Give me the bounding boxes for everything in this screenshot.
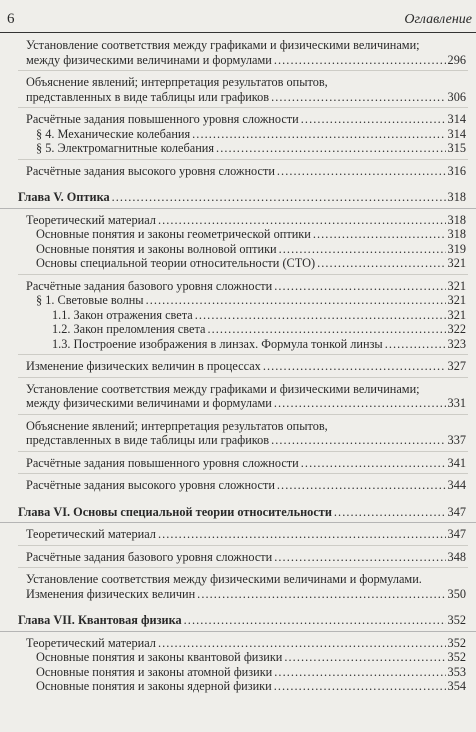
toc-entry-title: 1.2. Закон преломления света (52, 322, 206, 336)
toc-entry[interactable] (0, 650, 476, 665)
toc-page-number: 318 (447, 190, 466, 204)
toc-entry[interactable] (0, 256, 476, 271)
entry-separator (18, 567, 468, 568)
toc-entry-title: Расчётные задания базового уровня сложности (26, 549, 273, 564)
toc-entry-title: Изменения физических величин (26, 586, 196, 601)
entry-separator (18, 107, 468, 108)
toc-entry-title: между физическими величинами и формулами (26, 52, 272, 67)
toc-entry-title: § 5. Электромагнитные колебания (36, 141, 215, 155)
toc-entry-title: Теоретический материал (26, 635, 156, 650)
toc-entry[interactable] (0, 359, 476, 374)
dot-leader (385, 337, 446, 352)
entry-separator (18, 451, 468, 452)
toc-entry-title: представленных в виде таблицы или графиков (26, 433, 270, 447)
toc-page-number: 314 (447, 112, 466, 126)
toc-entry-title: Расчётные задания базового уровня сложности (26, 278, 273, 293)
toc-entry[interactable] (0, 679, 476, 694)
toc-entry-title: между физическими величинами и формулами (26, 396, 272, 410)
toc-page-number: 321 (447, 278, 466, 293)
dot-leader (277, 478, 446, 493)
toc-entry[interactable] (0, 550, 476, 565)
entry-separator (18, 274, 468, 275)
page-title: Оглавление (404, 12, 472, 27)
dot-leader (274, 53, 446, 68)
dot-leader (195, 308, 446, 323)
toc-entry[interactable] (0, 665, 476, 680)
toc-page-number: 321 (447, 307, 466, 322)
toc-entry-title: Глава VII. Квантовая физика (18, 613, 182, 627)
toc-entry[interactable] (0, 213, 476, 228)
toc-entry[interactable] (0, 572, 476, 601)
dot-leader (334, 505, 446, 520)
dot-leader (158, 527, 446, 542)
toc-page-number: 352 (447, 650, 466, 664)
toc-page-number: 321 (447, 256, 466, 270)
toc-page-number: 323 (447, 336, 466, 351)
toc-page-number: 350 (447, 586, 466, 601)
toc-page-number: 318 (447, 212, 466, 227)
toc-entry-title: Теоретический материал (26, 527, 156, 541)
dot-leader (146, 293, 446, 308)
toc-entry-title: Глава V. Оптика (18, 190, 110, 204)
toc-entry[interactable] (0, 527, 476, 542)
toc-page-number: 322 (447, 322, 466, 336)
toc-page-number: 306 (447, 89, 466, 104)
toc-entry-title: Основные понятия и законы квантовой физики (36, 650, 283, 664)
toc-entry-title-line: Установление соответствия между графиками и физическими величинами; (26, 381, 420, 396)
toc-entry-title: § 1. Световые волны (36, 293, 144, 307)
table-of-contents (0, 34, 476, 694)
toc-entry[interactable] (0, 164, 476, 179)
dot-leader (274, 665, 445, 680)
toc-entry[interactable] (0, 227, 476, 242)
dot-leader (313, 227, 446, 242)
toc-page-number: 318 (447, 227, 466, 241)
dot-leader (301, 456, 446, 471)
toc-entry-title: Расчётные задания повышенного уровня сложности (26, 112, 299, 126)
toc-page-number: 354 (447, 679, 466, 693)
dot-leader (301, 112, 446, 127)
entry-separator (18, 545, 468, 546)
dot-leader (158, 636, 446, 651)
entry-separator (18, 159, 468, 160)
toc-entry[interactable] (0, 127, 476, 142)
page-number: 6 (7, 11, 15, 27)
dot-leader (112, 190, 446, 205)
toc-page-number: 341 (447, 455, 466, 470)
entry-separator (18, 414, 468, 415)
toc-entry-title-line: Объяснение явлений; интерпретация результатов опытов, (26, 418, 328, 433)
toc-entry[interactable] (0, 456, 476, 471)
toc-page-number: 347 (447, 527, 466, 541)
toc-entry-title: Основы специальной теории относительности (СТО) (36, 256, 316, 270)
toc-page-number: 314 (447, 126, 466, 141)
toc-page-number: 344 (447, 478, 466, 492)
toc-page-number: 352 (447, 635, 466, 650)
toc-entry[interactable] (0, 75, 476, 104)
toc-entry[interactable] (0, 293, 476, 308)
entry-separator (18, 354, 468, 355)
dot-leader (274, 396, 446, 411)
toc-entry-title: Основные понятия и законы атомной физики (36, 664, 273, 679)
toc-page-number: 347 (447, 504, 466, 519)
toc-entry-title: Расчётные задания высокого уровня сложности (26, 478, 275, 492)
toc-entry[interactable] (0, 478, 476, 493)
toc-chapter[interactable] (0, 505, 476, 524)
dot-leader (277, 164, 446, 179)
dot-leader (184, 613, 446, 628)
toc-entry-title-line: Объяснение явлений; интерпретация результатов опытов, (26, 75, 328, 89)
toc-page-number: 337 (447, 433, 466, 447)
toc-page-number: 319 (447, 241, 466, 256)
toc-entry[interactable] (0, 419, 476, 448)
toc-entry[interactable] (0, 112, 476, 127)
toc-entry[interactable] (0, 38, 476, 67)
toc-entry-title: 1.1. Закон отражения света (52, 307, 193, 322)
toc-entry[interactable] (0, 279, 476, 294)
dot-leader (317, 256, 445, 271)
dot-leader (274, 279, 445, 294)
toc-page-number: 352 (447, 613, 466, 627)
dot-leader (284, 650, 445, 665)
toc-page-number: 316 (447, 163, 466, 178)
dot-leader (271, 90, 445, 105)
toc-entry-title: Расчётные задания повышенного уровня сложности (26, 455, 299, 470)
toc-entry-title: § 4. Механические колебания (36, 126, 191, 141)
toc-entry[interactable] (0, 337, 476, 352)
dot-leader (197, 587, 445, 602)
toc-entry-title: Основные понятия и законы геометрической оптики (36, 227, 311, 241)
dot-leader (279, 242, 446, 257)
toc-entry-title-line: Установление соответствия между физическими величинами и формулами. (26, 572, 422, 586)
entry-separator (18, 70, 468, 71)
toc-page-number: 353 (447, 664, 466, 679)
toc-entry[interactable] (0, 308, 476, 323)
toc-entry-title: представленных в виде таблицы или графиков (26, 89, 270, 104)
toc-page-number: 348 (447, 549, 466, 564)
toc-entry-title: Теоретический материал (26, 212, 156, 227)
dot-leader (158, 213, 446, 228)
toc-page-number: 327 (447, 359, 466, 373)
dot-leader (263, 359, 446, 374)
page-header (0, 0, 476, 33)
toc-page-number: 296 (447, 52, 466, 67)
toc-page-number: 315 (447, 141, 466, 155)
toc-entry-title: Основные понятия и законы ядерной физики (36, 679, 272, 693)
dot-leader (271, 433, 445, 448)
toc-entry[interactable] (0, 636, 476, 651)
toc-entry-title: Изменение физических величин в процессах (26, 359, 261, 373)
toc-chapter[interactable] (0, 190, 476, 209)
toc-entry[interactable] (0, 242, 476, 257)
dot-leader (207, 322, 445, 337)
toc-page-number: 331 (447, 396, 466, 410)
entry-separator (18, 473, 468, 474)
toc-entry-title: 1.3. Построение изображения в линзах. Формула тонкой линзы (52, 336, 383, 351)
toc-page-number: 321 (447, 293, 466, 307)
dot-leader (274, 679, 446, 694)
toc-entry[interactable] (0, 141, 476, 156)
dot-leader (216, 141, 446, 156)
toc-entry-title: Основные понятия и законы волновой оптики (36, 241, 277, 256)
toc-entry[interactable] (0, 322, 476, 337)
toc-entry-title-line: Установление соответствия между графиками и физическими величинами; (26, 38, 420, 52)
toc-entry-title: Глава VI. Основы специальной теории относительности (18, 504, 332, 519)
dot-leader (274, 550, 445, 565)
entry-separator (18, 377, 468, 378)
toc-chapter[interactable] (0, 613, 476, 632)
dot-leader (192, 127, 445, 142)
toc-entry[interactable] (0, 382, 476, 411)
toc-entry-title: Расчётные задания высокого уровня сложности (26, 163, 275, 178)
